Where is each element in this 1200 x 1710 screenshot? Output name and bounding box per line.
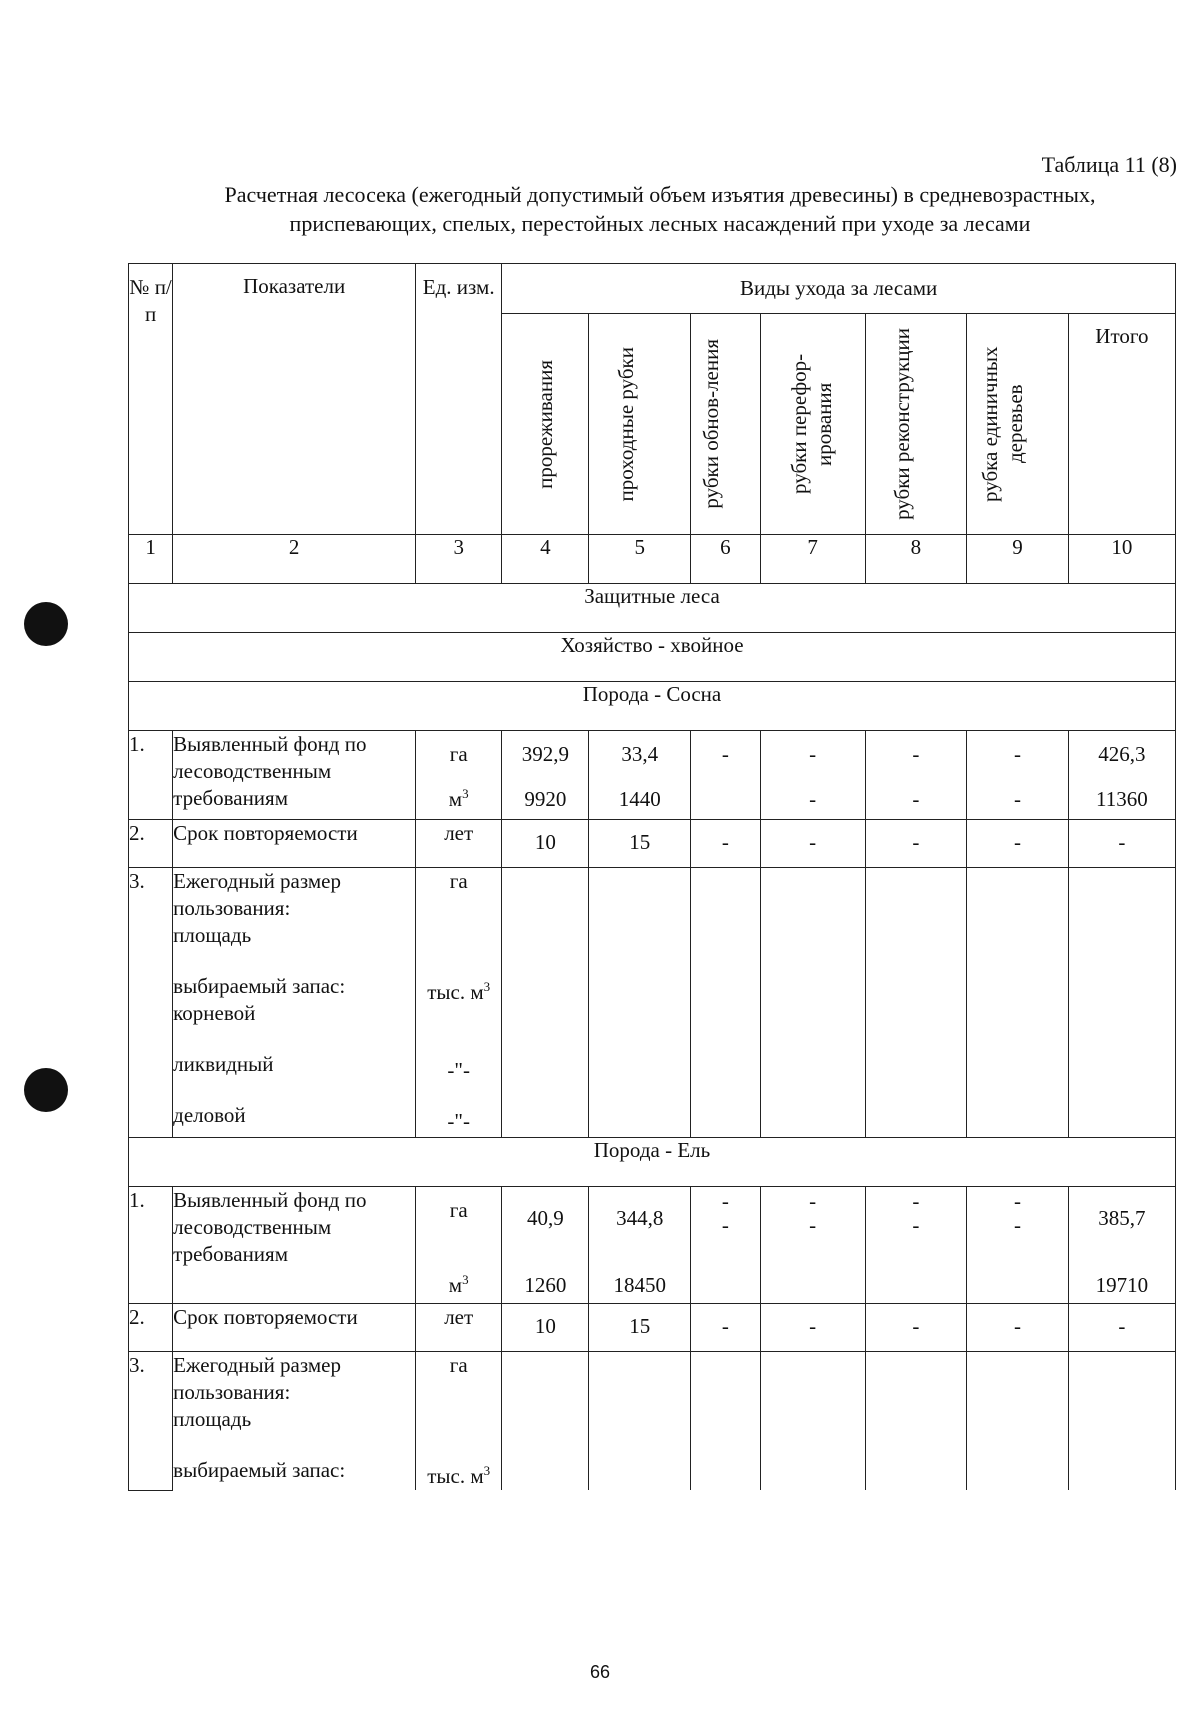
cell-value: - -	[760, 731, 865, 820]
col-number: 4	[502, 535, 589, 584]
row-label: Выявленный фонд по лесоводственным требованиям	[173, 731, 416, 820]
section-protective-forests: Защитные леса	[129, 584, 1176, 633]
row-label: Ежегодный размер пользования: площадь выбираемый запас: корневой ликвидный деловой	[173, 868, 416, 1138]
row-unit: лет	[416, 820, 502, 868]
cell-value: 392,9 9920	[502, 731, 589, 820]
col-number: 2	[173, 535, 416, 584]
row-number: 1.	[129, 1187, 173, 1304]
cell-value	[865, 868, 967, 1138]
cell-value: 33,4 1440	[589, 731, 691, 820]
cell-total: 385,7 19710	[1068, 1187, 1175, 1304]
cell-value	[967, 1352, 1069, 1491]
col-renewal-cut-header: рубки обнов-ления	[691, 314, 761, 535]
cell-total	[1068, 868, 1175, 1138]
col-number: 9	[967, 535, 1069, 584]
cell-value	[865, 1352, 967, 1491]
table-title	[160, 180, 1160, 238]
cell-value: -	[691, 820, 761, 868]
row-unit: га тыс. $м^3$ -"- -"-	[416, 868, 502, 1138]
cell-value: -	[760, 1304, 865, 1352]
row-label: Срок повторяемости	[173, 820, 416, 868]
row-unit: га $м^3$	[416, 1187, 502, 1304]
section-species-pine: Порода - Сосна	[129, 682, 1176, 731]
table-row	[129, 820, 1176, 868]
title-line-1: Расчетная лесосека (ежегодный допустимый объем изъятия древесины) в средневозрастных,	[224, 182, 1096, 207]
col-unit-header: Ед. изм.	[416, 264, 502, 535]
col-number: 5	[589, 535, 691, 584]
cell-value	[502, 868, 589, 1138]
col-number: 3	[416, 535, 502, 584]
allowable-cut-table	[128, 263, 1176, 1491]
table-number: Таблица 11 (8)	[1041, 152, 1177, 177]
col-reconstruction-cut-header: рубки реконструкции	[865, 314, 967, 535]
col-number: 1	[129, 535, 173, 584]
cell-value	[967, 868, 1069, 1138]
cell-value: 10	[502, 1304, 589, 1352]
cell-value: -	[691, 731, 761, 820]
row-number: 2.	[129, 1304, 173, 1352]
cell-total: -	[1068, 1304, 1175, 1352]
col-number: 6	[691, 535, 761, 584]
col-thinning-header: прореживания	[502, 314, 589, 535]
col-passage-cut-header: проходные рубки	[589, 314, 691, 535]
cell-value: -	[865, 820, 967, 868]
col-reformation-cut-header: рубки перефор-ирования	[760, 314, 865, 535]
cell-value	[760, 868, 865, 1138]
table-row	[129, 1352, 1176, 1491]
cell-value	[691, 1352, 761, 1491]
cell-value: -	[760, 820, 865, 868]
col-number: 7	[760, 535, 865, 584]
row-unit: га $м^3$	[416, 731, 502, 820]
cell-value	[589, 1352, 691, 1491]
header-row	[129, 264, 1176, 314]
row-number: 3.	[129, 868, 173, 1138]
col-number: 8	[865, 535, 967, 584]
table-row	[129, 1304, 1176, 1352]
cell-value: -	[691, 1304, 761, 1352]
col-total-header: Итого	[1068, 314, 1175, 535]
cell-value	[760, 1352, 865, 1491]
cell-total: -	[1068, 820, 1175, 868]
col-num-header: № п/п	[129, 264, 173, 535]
row-unit: лет	[416, 1304, 502, 1352]
row-label: Ежегодный размер пользования: площадь выбираемый запас:	[173, 1352, 416, 1491]
title-line-2: приспевающих, спелых, перестойных лесных насаждений при уходе за лесами	[289, 211, 1031, 236]
cell-value: -	[865, 1304, 967, 1352]
cell-value: 15	[589, 820, 691, 868]
cell-total: 426,3 11360	[1068, 731, 1175, 820]
row-number: 2.	[129, 820, 173, 868]
cell-value	[691, 868, 761, 1138]
page-number: 66	[589, 1662, 611, 1682]
cell-value: - -	[691, 1187, 761, 1304]
col-number: 10	[1068, 535, 1175, 584]
section-species-spruce: Порода - Ель	[129, 1138, 1176, 1187]
row-label: Выявленный фонд по лесоводственным требованиям	[173, 1187, 416, 1304]
row-unit: га тыс. $м^3$	[416, 1352, 502, 1491]
cell-value: - -	[865, 1187, 967, 1304]
table-row	[129, 731, 1176, 820]
col-group-header: Виды ухода за лесами	[502, 264, 1176, 314]
cell-value: 40,9 1260	[502, 1187, 589, 1304]
row-number: 1.	[129, 731, 173, 820]
cell-value: - -	[967, 731, 1069, 820]
cell-value: - -	[865, 731, 967, 820]
cell-value: 10	[502, 820, 589, 868]
binder-hole-top	[24, 602, 68, 646]
table-row	[129, 868, 1176, 1138]
cell-value: -	[967, 820, 1069, 868]
cell-value: 344,8 18450	[589, 1187, 691, 1304]
row-label: Срок повторяемости	[173, 1304, 416, 1352]
table-row	[129, 1187, 1176, 1304]
row-number: 3.	[129, 1352, 173, 1491]
cell-value	[502, 1352, 589, 1491]
cell-value: -	[967, 1304, 1069, 1352]
cell-value: 15	[589, 1304, 691, 1352]
binder-hole-bottom	[24, 1068, 68, 1112]
section-economy-coniferous: Хозяйство - хвойное	[129, 633, 1176, 682]
col-indicators-header: Показатели	[173, 264, 416, 535]
column-number-row	[129, 535, 1176, 584]
cell-total	[1068, 1352, 1175, 1491]
cell-value: - -	[967, 1187, 1069, 1304]
cell-value	[589, 868, 691, 1138]
cell-value: - -	[760, 1187, 865, 1304]
col-single-tree-cut-header: рубка единичных деревьев	[967, 314, 1069, 535]
